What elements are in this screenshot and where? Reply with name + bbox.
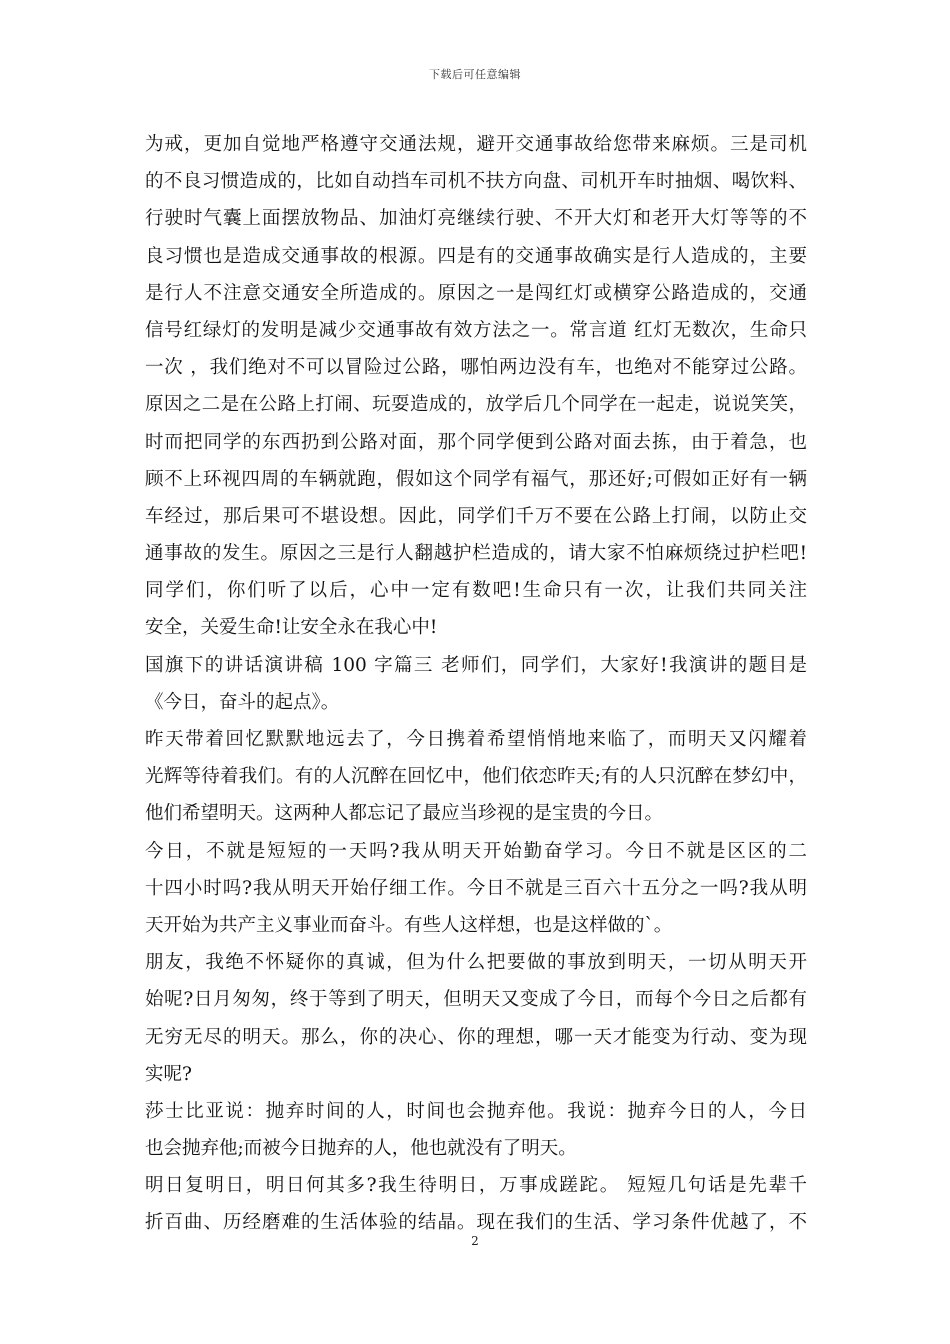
text-line: 折百曲、历经磨难的生活体验的结晶。现在我们的生活、学习条件优越了，不 <box>145 1212 807 1234</box>
text-line: 国旗下的讲话演讲稿 100 字篇三 老师们，同学们，大家好!我演讲的题目是 <box>145 654 807 676</box>
text-line: 无穷无尽的明天。那么，你的决心、你的理想，哪一天才能变为行动、变为现 <box>145 1026 807 1048</box>
text-line: 莎士比亚说：抛弃时间的人，时间也会抛弃他。我说：抛弃今日的人，今日 <box>145 1100 807 1122</box>
page-number: 2 <box>471 1234 479 1248</box>
text-line: 同学们，你们听了以后，心中一定有数吧!生命只有一次，让我们共同关注 <box>145 580 807 602</box>
text-line: 顾不上环视四周的车辆就跑，假如这个同学有福气，那还好;可假如正好有一辆 <box>145 468 807 490</box>
text-line: 《今日，奋斗的起点》。 <box>145 691 340 713</box>
document-body <box>145 126 807 1242</box>
text-line: 信号红绿灯的发明是减少交通事故有效方法之一。常言道 红灯无数次，生命只 <box>145 319 807 341</box>
text-line: 朋友，我绝不怀疑你的真诚，但为什么把要做的事放到明天，一切从明天开 <box>145 952 807 974</box>
text-line: 行驶时气囊上面摆放物品、加油灯亮继续行驶、不开大灯和老开大灯等等的不 <box>145 208 807 230</box>
text-line: 光辉等待着我们。有的人沉醉在回忆中，他们依恋昨天;有的人只沉醉在梦幻中， <box>145 766 807 788</box>
text-line: 明日复明日，明日何其多?我生待明日，万事成蹉跎。 短短几句话是先辈千 <box>145 1175 807 1197</box>
text-line: 车经过，那后果可不堪设想。因此，同学们千万不要在公路上打闹，以防止交 <box>145 505 807 527</box>
text-line: 原因之二是在公路上打闹、玩耍造成的，放学后几个同学在一起走，说说笑笑， <box>145 394 807 416</box>
text-line: 也会抛弃他;而被今日抛弃的人，他也就没有了明天。 <box>145 1138 577 1160</box>
text-line: 通事故的发生。原因之三是行人翻越护栏造成的，请大家不怕麻烦绕过护栏吧! <box>145 543 807 565</box>
text-line: 天开始为共产主义事业而奋斗。有些人这样想，也是这样做的`。 <box>145 914 673 936</box>
text-line: 的不良习惯造成的，比如自动挡车司机不扶方向盘、司机开车时抽烟、喝饮料、 <box>145 171 807 193</box>
text-line: 时而把同学的东西扔到公路对面，那个同学便到公路对面去拣，由于着急，也 <box>145 431 807 453</box>
text-line: 始呢?日月匆匆，终于等到了明天，但明天又变成了今日，而每个今日之后都有 <box>145 989 807 1011</box>
text-line: 为戒，更加自觉地严格遵守交通法规，避开交通事故给您带来麻烦。三是司机 <box>145 134 807 155</box>
page-header: 下载后可任意编辑 <box>429 68 521 81</box>
text-line: 一次 ，我们绝对不可以冒险过公路，哪怕两边没有车，也绝对不能穿过公路。 <box>145 357 807 379</box>
text-line: 昨天带着回忆默默地远去了，今日携着希望悄悄地来临了，而明天又闪耀着 <box>145 729 807 750</box>
text-line: 他们希望明天。这两种人都忘记了最应当珍视的是宝贵的今日。 <box>145 803 664 825</box>
text-line: 安全，关爱生命!让安全永在我心中! <box>145 617 438 639</box>
text-line: 十四小时吗?我从明天开始仔细工作。今日不就是三百六十五分之一吗?我从明 <box>145 877 807 899</box>
text-line: 今日，不就是短短的一天吗?我从明天开始勤奋学习。今日不就是区区的二 <box>145 840 807 862</box>
text-line: 是行人不注意交通安全所造成的。原因之一是闯红灯或横穿公路造成的，交通 <box>145 282 807 304</box>
text-line: 良习惯也是造成交通事故的根源。四是有的交通事故确实是行人造成的，主要 <box>145 245 807 267</box>
text-line: 实呢? <box>145 1063 192 1085</box>
